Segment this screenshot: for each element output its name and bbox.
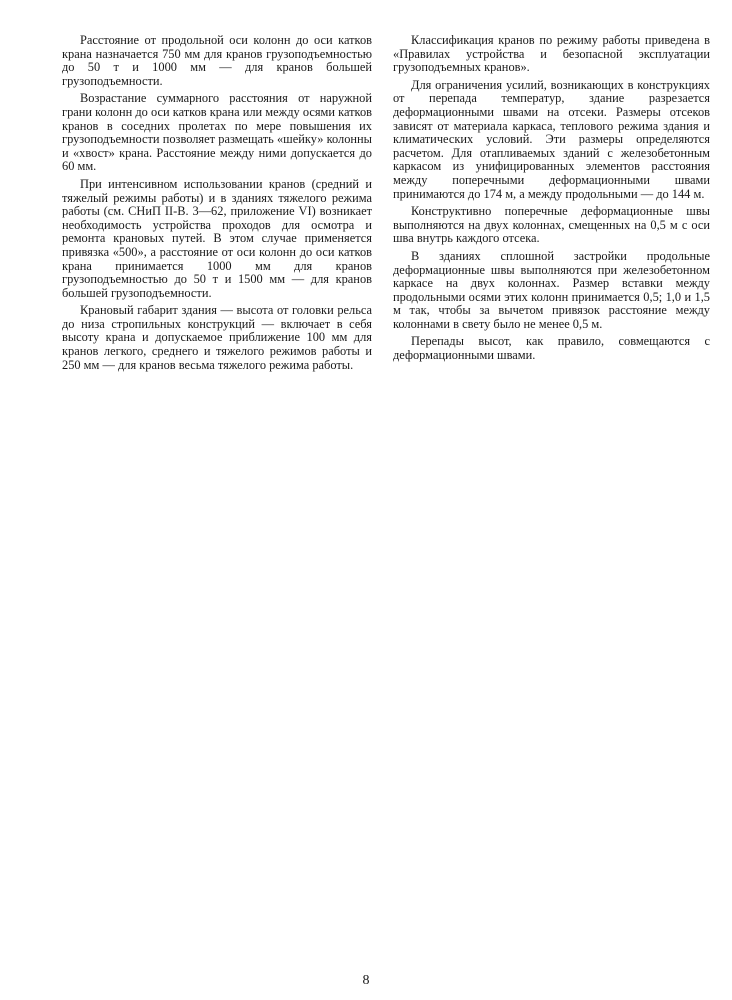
paragraph-longitudinal-joints: В зданиях сплошной застройки продольные деформационные швы выполняются при железобетонном каркасе на двух колоннах. Размер вставки между продольными осями этих колонн принимается 0,5; 1,0 и 1,5 м так, чтобы за вычетом привязок расстояние между колоннами в свету было не менее 0,5 м. bbox=[393, 248, 710, 331]
paragraph-distance-increase: Возрастание суммарного расстояния от наружной грани колонн до оси катков крана или между осями катков кранов в соседних пролетах по мере повышения их грузоподъемности позволяет размещать «шейку» колонны и «хвост» крана. Расстояние между ними допускается до 60 мм. bbox=[62, 91, 372, 174]
paragraph-expansion-joints: Для ограничения усилий, возникающих в конструкциях от перепада температур, здание разрезается деформационными швами на отсеки. Размеры отсеков зависят от материала каркаса, теплового режима здания и климатических условий. Эти размеры определяются расчетом. Для отапливаемых зданий с железобетонным каркасом из унифицированных элементов расстояния между поперечными деформационными швами принимаются до 174 м, а между продольными — до 144 м. bbox=[393, 77, 710, 201]
paragraph-crane-clearance: Крановый габарит здания — высота от головки рельса до низа стропильных конструкций — включает в себя высоту крана и допускаемое приближение 100 мм для кранов легкого, среднего и тяжелого режимов работы и 250 мм — для кранов весьма тяжелого режима работы. bbox=[62, 303, 372, 372]
left-text-column bbox=[62, 34, 372, 376]
paragraph-height-differences: Перепады высот, как правило, совмещаются с деформационными швами. bbox=[393, 334, 710, 363]
paragraph-crane-axis-distance: Расстояние от продольной оси колонн до оси катков крана назначается 750 мм для кранов грузоподъемностью до 50 т и 1000 мм — для кранов большей грузоподъемности. bbox=[62, 33, 372, 88]
paragraph-transverse-joints: Конструктивно поперечные деформационные швы выполняются на двух колоннах, смещенных на 0,5 м с оси шва внутрь каждого отсека. bbox=[393, 204, 710, 246]
paragraph-crane-classification: Классификация кранов по режиму работы приведена в «Правилах устройства и безопасной эксплуатации грузоподъемных кранов». bbox=[393, 33, 710, 75]
right-text-column bbox=[393, 34, 710, 367]
page-number: 8 bbox=[362, 973, 370, 988]
paragraph-intensive-use: При интенсивном использовании кранов (средний и тяжелый режимы работы) и в зданиях тяжелого режима работы (см. СНиП II-В. 3—62, приложение VI) возникает необходимость устройства проходов для осмотра и ремонта крановых путей. В этом случае применяется привязка «500», а расстояние от оси колонн до оси катков крана принимается 1000 мм для кранов грузоподъемностью до 50 т и 1500 мм — для кранов большей грузоподъемности. bbox=[62, 176, 372, 300]
